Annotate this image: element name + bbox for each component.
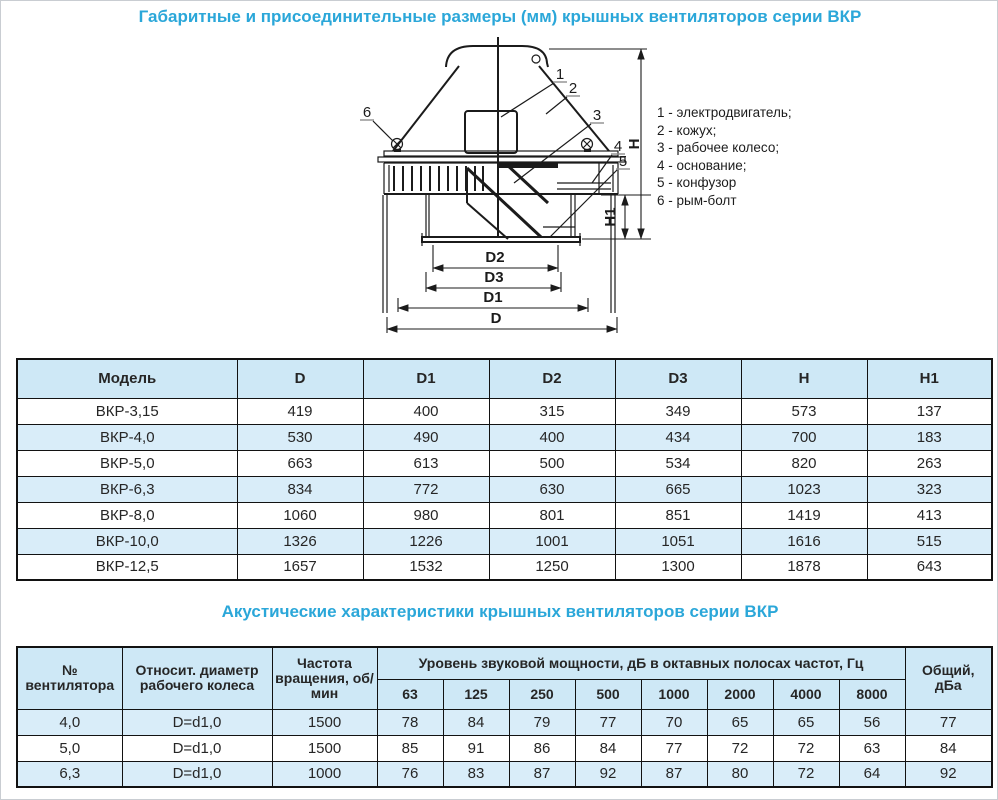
table-cell: 1326: [237, 528, 363, 554]
table-cell: ВКР-6,3: [17, 476, 237, 502]
page-title-dimensions: Габаритные и присоединительные размеры (мм) крышных вентиляторов серии ВКР: [138, 7, 862, 26]
table-cell: 1657: [237, 554, 363, 580]
table-cell: 79: [509, 709, 575, 735]
legend-item: 1 - электродвигатель;: [657, 105, 792, 120]
dim-label-H1: H1: [602, 207, 619, 227]
table-cell: 78: [377, 709, 443, 735]
acoustic-table: [16, 646, 993, 788]
table-header-cell-frequency: 8000: [839, 679, 905, 709]
table-cell: 1226: [363, 528, 489, 554]
table-cell: ВКР-4,0: [17, 424, 237, 450]
table-cell: 1023: [741, 476, 867, 502]
table-cell: 87: [509, 761, 575, 787]
table-cell: 1060: [237, 502, 363, 528]
legend-item: 3 - рабочее колесо;: [657, 140, 780, 155]
table-cell: 613: [363, 450, 489, 476]
table-row: [17, 424, 992, 450]
table-row: [17, 735, 992, 761]
callout-3: [514, 107, 604, 183]
table-cell: 500: [489, 450, 615, 476]
table-cell: 183: [867, 424, 992, 450]
table-cell: 92: [905, 761, 992, 787]
rym-bolt-right: [582, 139, 593, 153]
table-cell: 72: [773, 761, 839, 787]
table-cell: 534: [615, 450, 741, 476]
legend-item: 2 - кожух;: [657, 122, 717, 138]
table-cell: D=d1,0: [122, 709, 272, 735]
svg-text:6: 6: [362, 104, 372, 121]
table-cell: ВКР-8,0: [17, 502, 237, 528]
table-cell: 76: [377, 761, 443, 787]
table-row: [17, 709, 992, 735]
table-cell: 65: [707, 709, 773, 735]
table-cell: 5,0: [17, 735, 122, 761]
table-cell: D=d1,0: [122, 761, 272, 787]
svg-text:5: 5: [618, 153, 628, 170]
table-row: [17, 761, 992, 787]
table-cell: 1616: [741, 528, 867, 554]
table-cell: 1250: [489, 554, 615, 580]
dim-line-H: [626, 49, 643, 239]
table-cell: 1000: [272, 761, 377, 787]
dimensions-table: [16, 358, 993, 581]
legend-item: 4 - основание;: [657, 157, 747, 173]
table-cell: 84: [575, 735, 641, 761]
dim-line-D: [387, 310, 617, 329]
table-cell: 490: [363, 424, 489, 450]
table-cell: 663: [237, 450, 363, 476]
table-cell: 643: [867, 554, 992, 580]
dim-label-H: H: [626, 138, 643, 150]
table-cell: 1419: [741, 502, 867, 528]
table-cell: 84: [905, 735, 992, 761]
table-cell: 85: [377, 735, 443, 761]
table-cell: 980: [363, 502, 489, 528]
table-cell: 413: [867, 502, 992, 528]
table-header-cell-frequency: 125: [443, 679, 509, 709]
table-cell: 515: [867, 528, 992, 554]
table-cell: 84: [443, 709, 509, 735]
table-cell: 80: [707, 761, 773, 787]
table-cell: 772: [363, 476, 489, 502]
table-header-cell: D1: [363, 359, 489, 398]
svg-text:1: 1: [555, 66, 565, 83]
table-cell: 6,3: [17, 761, 122, 787]
table-cell: 1051: [615, 528, 741, 554]
table-cell: 137: [867, 398, 992, 424]
dim-label-D1: D1: [483, 289, 503, 306]
table-cell: 77: [905, 709, 992, 735]
table-row: [17, 476, 992, 502]
table-cell: 72: [773, 735, 839, 761]
table-cell: 1500: [272, 709, 377, 735]
table-header-cell-frequency: 1000: [641, 679, 707, 709]
table-row: [17, 450, 992, 476]
table-cell: ВКР-10,0: [17, 528, 237, 554]
table-header-cell-sound-power: Уровень звуковой мощности, дБ в октавных полосах частот, Гц: [377, 647, 905, 679]
page-title-acoustics: Акустические характеристики крышных вентиляторов серии ВКР: [221, 602, 779, 621]
fan-motor: [465, 111, 517, 153]
dim-label-D: D: [490, 310, 502, 327]
table-cell: ВКР-12,5: [17, 554, 237, 580]
table-cell: 1878: [741, 554, 867, 580]
table-cell: 630: [489, 476, 615, 502]
table-cell: 92: [575, 761, 641, 787]
svg-text:2: 2: [568, 80, 578, 97]
table-cell: 665: [615, 476, 741, 502]
svg-text:4: 4: [613, 138, 623, 155]
table-cell: 72: [707, 735, 773, 761]
table-header-cell: Относит. диаметр рабочего колеса: [122, 647, 272, 709]
table-header-cell: D: [237, 359, 363, 398]
svg-text:3: 3: [592, 107, 602, 124]
table-row: [17, 502, 992, 528]
table-cell: 323: [867, 476, 992, 502]
table-cell: 1001: [489, 528, 615, 554]
table-cell: 1300: [615, 554, 741, 580]
table-cell: 851: [615, 502, 741, 528]
table-cell: ВКР-3,15: [17, 398, 237, 424]
table-cell: 530: [237, 424, 363, 450]
table-cell: 87: [641, 761, 707, 787]
table-cell: 434: [615, 424, 741, 450]
table-row: [17, 528, 992, 554]
table-cell: 64: [839, 761, 905, 787]
table-cell: 77: [641, 735, 707, 761]
table-cell: 400: [363, 398, 489, 424]
callout-6: [360, 104, 393, 141]
fan-cross-section-svg: [1, 1, 998, 353]
table-cell: 86: [509, 735, 575, 761]
table-cell: 91: [443, 735, 509, 761]
table-cell: 4,0: [17, 709, 122, 735]
table-header-cell-frequency: 2000: [707, 679, 773, 709]
table-header-cell-frequency: 63: [377, 679, 443, 709]
table-header-cell-frequency: 500: [575, 679, 641, 709]
dim-label-D3: D3: [484, 269, 504, 286]
table-cell: 349: [615, 398, 741, 424]
table-cell: 573: [741, 398, 867, 424]
table-cell: 83: [443, 761, 509, 787]
dim-line-D3: [426, 269, 561, 288]
table-header-cell-frequency: 250: [509, 679, 575, 709]
table-cell: 70: [641, 709, 707, 735]
table-header-cell: D3: [615, 359, 741, 398]
table-cell: 700: [741, 424, 867, 450]
table-header-cell: D2: [489, 359, 615, 398]
table-cell: 834: [237, 476, 363, 502]
table-cell: 820: [741, 450, 867, 476]
table-cell: 65: [773, 709, 839, 735]
table-cell: 315: [489, 398, 615, 424]
dim-label-D2: D2: [485, 249, 505, 266]
table-header-cell: Модель: [17, 359, 237, 398]
fan-cone: [393, 66, 609, 151]
diagram-legend: [657, 104, 792, 209]
table-cell: D=d1,0: [122, 735, 272, 761]
table-header-cell-frequency: 4000: [773, 679, 839, 709]
table-cell: 263: [867, 450, 992, 476]
table-cell: 419: [237, 398, 363, 424]
table-header-cell: № вентилятора: [17, 647, 122, 709]
table-header-cell: H1: [867, 359, 992, 398]
table-header-row: [17, 359, 992, 398]
table-cell: 1500: [272, 735, 377, 761]
table-header-cell: H: [741, 359, 867, 398]
legend-item: 5 - конфузор: [657, 175, 737, 190]
legend-item: 6 - рым-болт: [657, 192, 737, 208]
table-cell: 56: [839, 709, 905, 735]
table-header-row: [17, 647, 992, 679]
table-cell: 77: [575, 709, 641, 735]
table-cell: ВКР-5,0: [17, 450, 237, 476]
table-cell: 801: [489, 502, 615, 528]
callout-1: [501, 66, 567, 117]
table-cell: 63: [839, 735, 905, 761]
table-row: [17, 554, 992, 580]
table-header-cell: Частота вращения, об/мин: [272, 647, 377, 709]
table-cell: 400: [489, 424, 615, 450]
table-cell: 1532: [363, 554, 489, 580]
table-header-cell: Общий, дБа: [905, 647, 992, 709]
dim-line-D2: [433, 249, 558, 268]
table-row: [17, 398, 992, 424]
dim-line-H1: [602, 195, 625, 239]
